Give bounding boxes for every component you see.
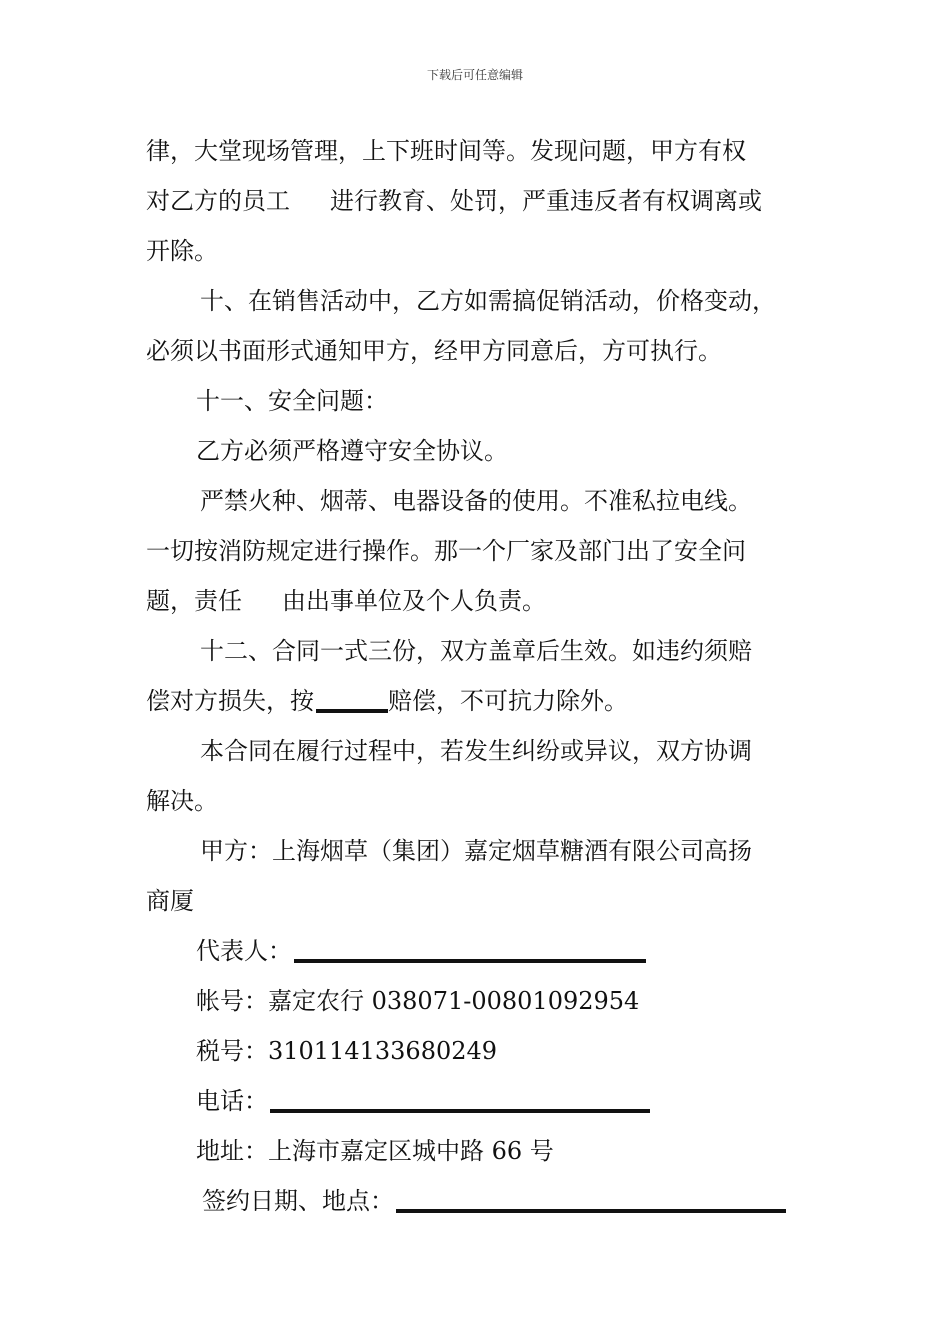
representative-row	[146, 926, 846, 976]
clause9-line2	[146, 176, 846, 226]
representative-label: 代表人：	[196, 937, 292, 965]
dispute-line2: 解决。	[146, 787, 218, 815]
representative-blank	[294, 959, 646, 963]
tax-row: 税号：310114133680249	[196, 1037, 498, 1065]
sign-date-blank	[396, 1209, 786, 1213]
page-header-note: 下载后可任意编辑	[426, 68, 523, 82]
clause12-line2	[146, 676, 846, 726]
document-body	[146, 126, 846, 1226]
address-row: 地址：上海市嘉定区城中路 66 号	[196, 1137, 554, 1165]
phone-row	[146, 1076, 846, 1126]
clause11-p2-line1: 严禁火种、烟蒂、电器设备的使用。不准私拉电线。	[200, 487, 752, 515]
clause10-line2: 必须以书面形式通知甲方，经甲方同意后，方可执行。	[146, 337, 722, 365]
clause11-title: 十一、安全问题：	[196, 387, 388, 415]
clause11-p2-line3	[146, 576, 846, 626]
party-a-line2: 商厦	[146, 887, 194, 915]
sign-date-row	[146, 1176, 846, 1226]
clause12-line1: 十二、合同一式三份，双方盖章后生效。如违约须赔	[200, 637, 752, 665]
clause11-p2-line3-part2: 由出事单位及个人负责。	[282, 587, 546, 615]
phone-label: 电话：	[196, 1087, 268, 1115]
clause9-line2-part2: 进行教育、处罚，严重违反者有权调离或	[330, 187, 762, 215]
clause11-p1: 乙方必须严格遵守安全协议。	[196, 437, 508, 465]
clause9-line1: 律，大堂现场管理，上下班时间等。发现问题，甲方有权	[146, 137, 746, 165]
clause12-line2-part1: 偿对方损失，按	[146, 687, 314, 715]
account-row: 帐号：嘉定农行 038071-00801092954	[196, 987, 640, 1015]
clause11-p2-line2: 一切按消防规定进行操作。那一个厂家及部门出了安全问	[146, 537, 746, 565]
party-a-line1: 甲方：上海烟草（集团）嘉定烟草糖酒有限公司高扬	[200, 837, 752, 865]
compensation-blank	[316, 709, 388, 713]
clause12-line2-part2: 赔偿，不可抗力除外。	[388, 687, 628, 715]
clause9-line2-part1: 对乙方的员工	[146, 187, 290, 215]
clause11-p2-line3-part1: 题，责任	[146, 587, 242, 615]
phone-blank	[270, 1109, 650, 1113]
clause9-line3: 开除。	[146, 237, 218, 265]
clause10-line1: 十、在销售活动中，乙方如需搞促销活动，价格变动，	[200, 287, 776, 315]
sign-date-label: 签约日期、地点：	[202, 1187, 394, 1215]
dispute-line1: 本合同在履行过程中，若发生纠纷或异议，双方协调	[200, 737, 752, 765]
